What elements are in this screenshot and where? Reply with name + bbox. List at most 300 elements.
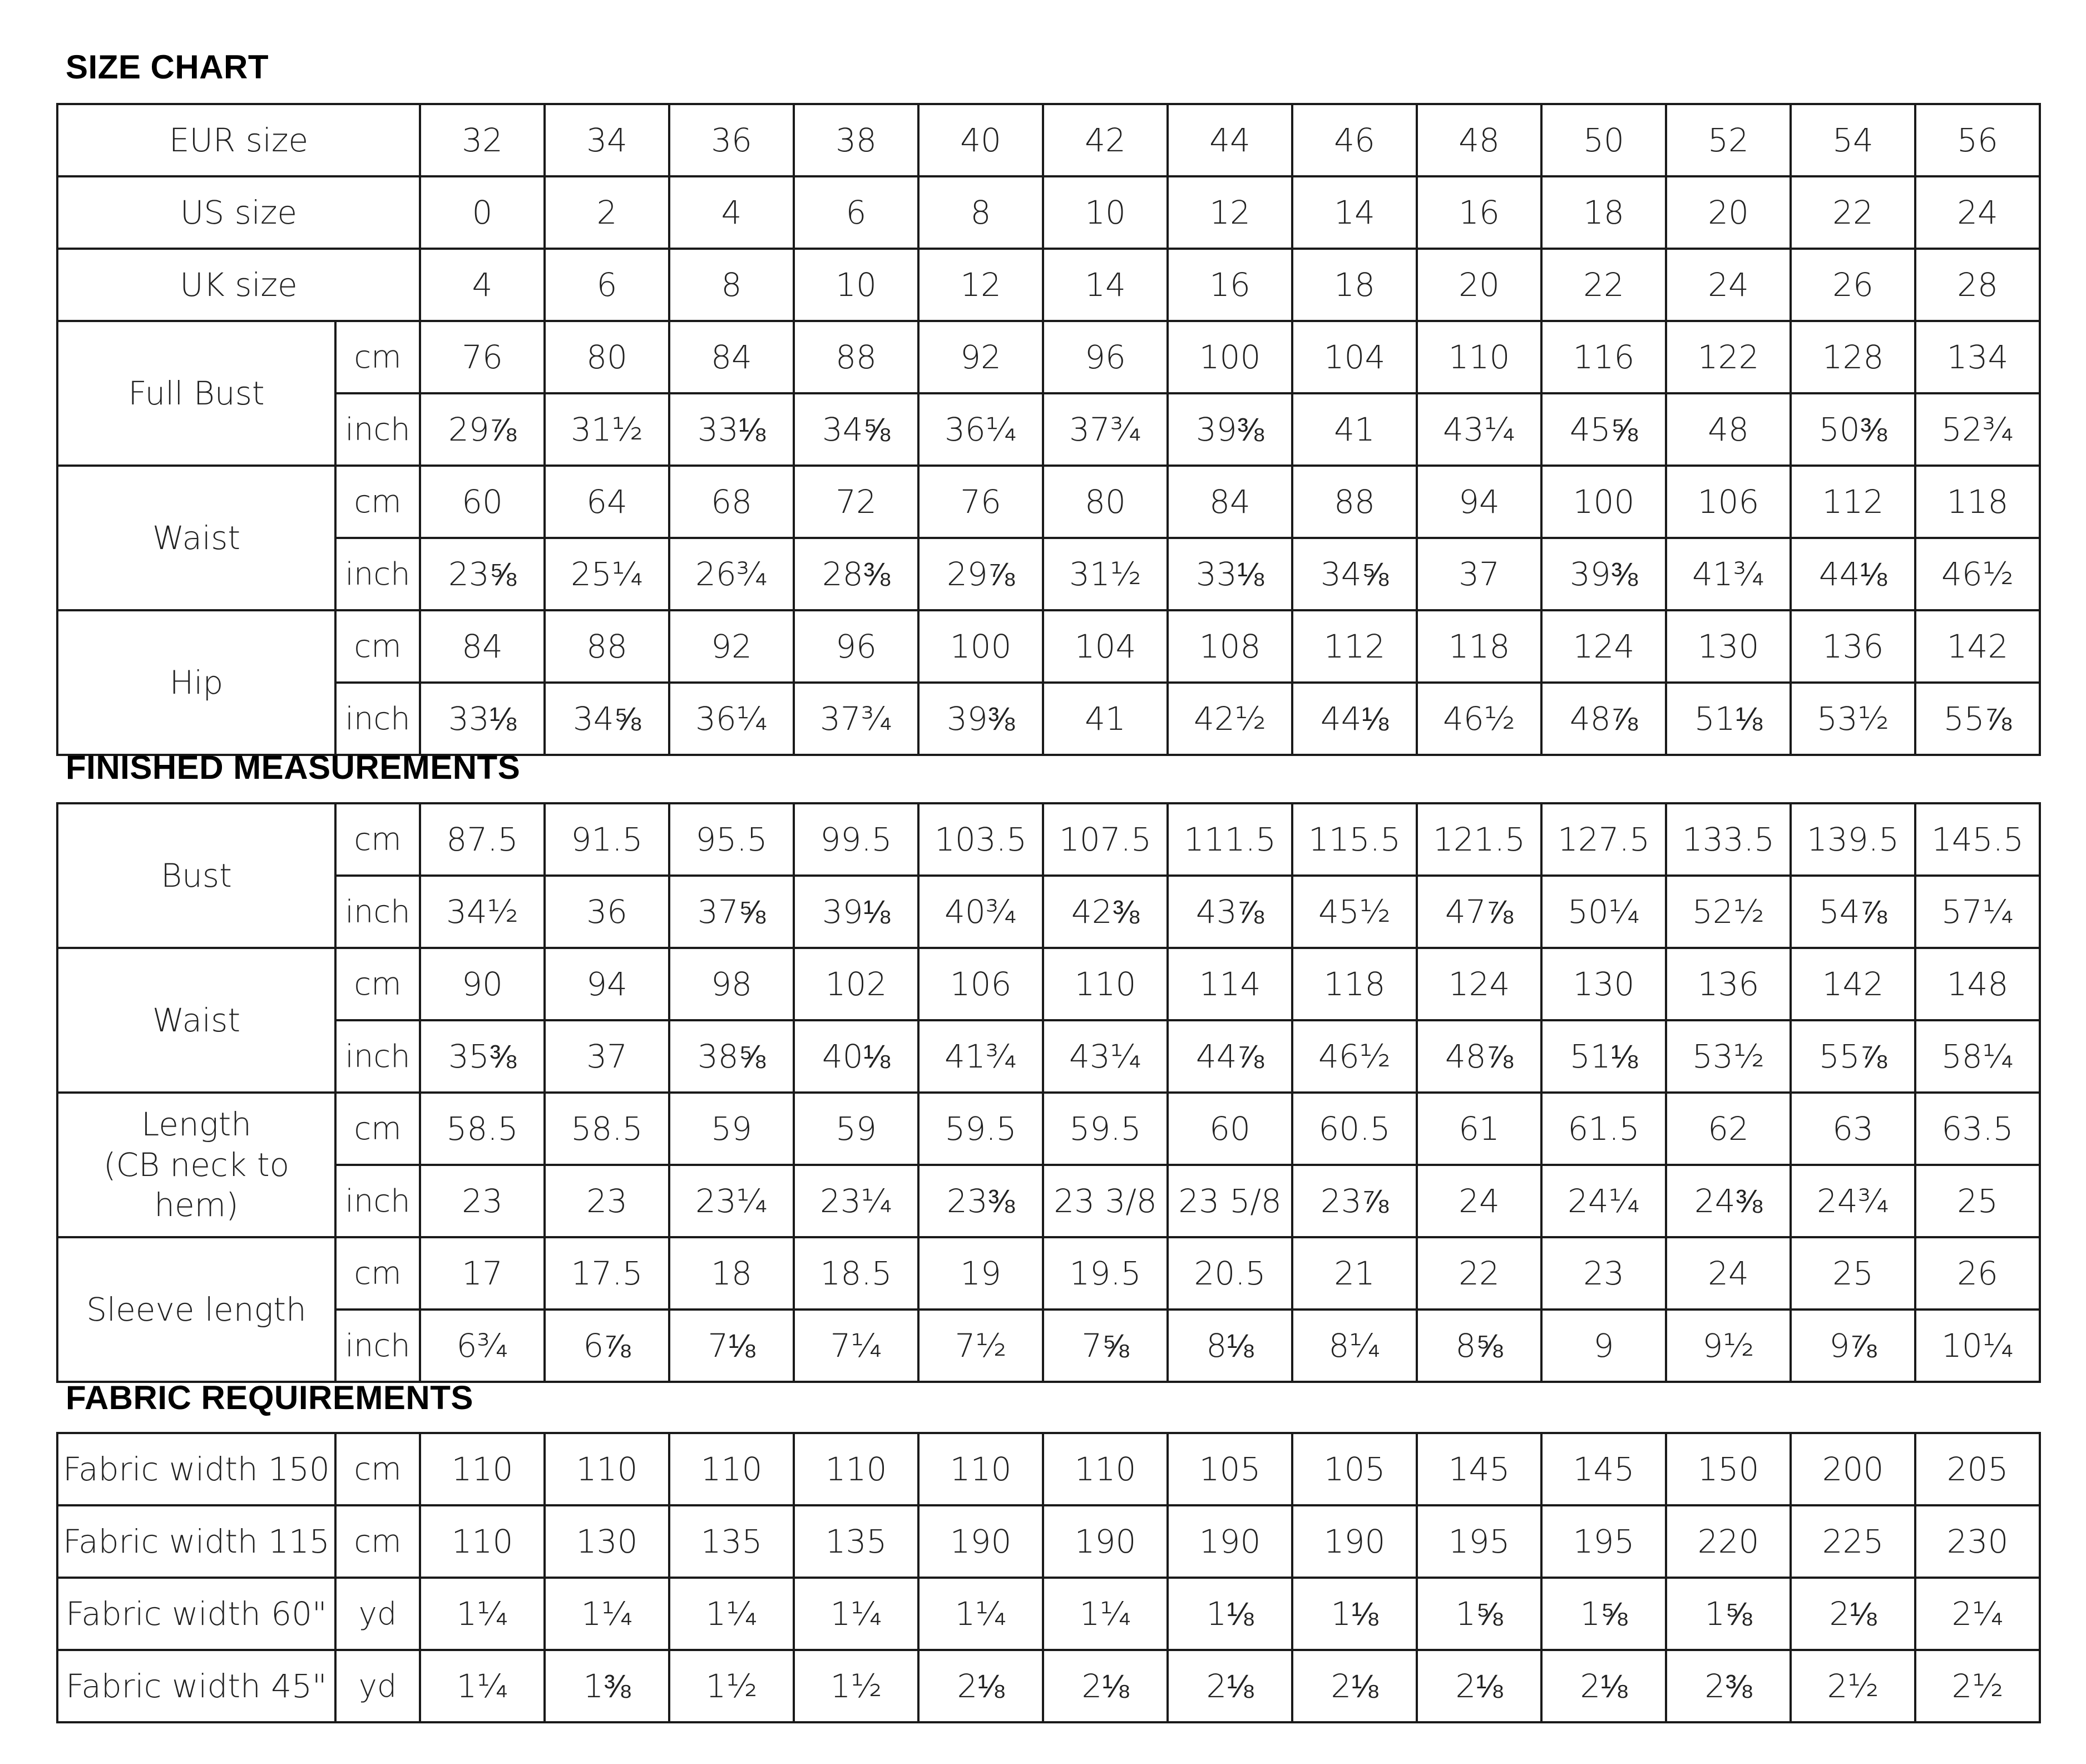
value-cell: 6⅞ — [545, 1310, 669, 1382]
value-cell: 1½ — [669, 1650, 794, 1722]
value-cell: 41¾ — [1666, 538, 1791, 610]
value-cell: 12 — [1168, 176, 1292, 249]
unit-label: cm — [335, 466, 420, 538]
value-cell: 205 — [1915, 1433, 2040, 1505]
fabric-requirements-title: FABRIC REQUIREMENTS — [66, 1379, 473, 1416]
value-cell: 225 — [1791, 1505, 1915, 1578]
value-cell: 1¼ — [794, 1578, 918, 1650]
measurement-label — [57, 321, 335, 466]
unit-label: yd — [335, 1650, 420, 1722]
value-cell: 106 — [918, 948, 1043, 1020]
value-cell: 60 — [420, 466, 545, 538]
value-cell: 112 — [1791, 466, 1915, 538]
value-cell: 122 — [1666, 321, 1791, 393]
value-cell: 26 — [1791, 249, 1915, 321]
value-cell: 107.5 — [1043, 803, 1168, 876]
value-cell: 23 — [420, 1165, 545, 1237]
table-row — [57, 1578, 2040, 1650]
value-cell: 19.5 — [1043, 1237, 1168, 1310]
value-cell: 99.5 — [794, 803, 918, 876]
value-cell: 9 — [1541, 1310, 1666, 1382]
value-cell: 95.5 — [669, 803, 794, 876]
value-cell: 28 — [1915, 249, 2040, 321]
value-cell: 2½ — [1915, 1650, 2040, 1722]
value-cell: 84 — [669, 321, 794, 393]
value-cell: 1⅛ — [1168, 1578, 1292, 1650]
value-cell: 33⅛ — [669, 393, 794, 466]
value-cell: 80 — [545, 321, 669, 393]
value-cell: 61 — [1417, 1093, 1541, 1165]
value-cell: 1⅝ — [1541, 1578, 1666, 1650]
value-cell: 9⅞ — [1791, 1310, 1915, 1382]
value-cell: 26 — [1915, 1237, 2040, 1310]
value-cell: 38 — [794, 104, 918, 176]
value-cell: 12 — [918, 249, 1043, 321]
table-row — [57, 948, 2040, 1020]
value-cell: 130 — [1666, 610, 1791, 683]
value-cell: 38⅝ — [669, 1020, 794, 1093]
value-cell: 90 — [420, 948, 545, 1020]
value-cell: 43⅞ — [1168, 876, 1292, 948]
value-cell: 48⅞ — [1541, 683, 1666, 755]
value-cell: 100 — [1168, 321, 1292, 393]
value-cell: 59.5 — [918, 1093, 1043, 1165]
value-cell: 54⅞ — [1791, 876, 1915, 948]
value-cell: 4 — [420, 249, 545, 321]
table-row — [57, 1165, 2040, 1237]
value-cell: 18 — [1541, 176, 1666, 249]
value-cell: 41 — [1292, 393, 1417, 466]
value-cell: 7½ — [918, 1310, 1043, 1382]
finished-measurements-title: FINISHED MEASUREMENTS — [66, 749, 521, 786]
value-cell: 195 — [1541, 1505, 1666, 1578]
value-cell: 116 — [1541, 321, 1666, 393]
value-cell: 6 — [794, 176, 918, 249]
measurement-name: Waist — [152, 1001, 241, 1039]
table-row — [57, 1310, 2040, 1382]
value-cell: 51⅛ — [1541, 1020, 1666, 1093]
value-cell: 110 — [918, 1433, 1043, 1505]
unit-label: inch — [335, 1310, 420, 1382]
value-cell: 130 — [1541, 948, 1666, 1020]
value-cell: 105 — [1292, 1433, 1417, 1505]
table-row — [57, 249, 2040, 321]
value-cell: 16 — [1168, 249, 1292, 321]
value-cell: 88 — [794, 321, 918, 393]
fabric-width-label: Fabric width 45" — [57, 1650, 335, 1722]
value-cell: 29⅞ — [918, 538, 1043, 610]
value-cell: 50 — [1541, 104, 1666, 176]
value-cell: 121.5 — [1417, 803, 1541, 876]
value-cell: 20 — [1666, 176, 1791, 249]
value-cell: 1¼ — [669, 1578, 794, 1650]
value-cell: 46½ — [1915, 538, 2040, 610]
value-cell: 25¼ — [545, 538, 669, 610]
value-cell: 28⅜ — [794, 538, 918, 610]
fabric-width-label: Fabric width 115 — [57, 1505, 335, 1578]
unit-label: inch — [335, 876, 420, 948]
value-cell: 110 — [420, 1505, 545, 1578]
value-cell: 76 — [420, 321, 545, 393]
table-row — [57, 176, 2040, 249]
value-cell: 104 — [1043, 610, 1168, 683]
value-cell: 10 — [1043, 176, 1168, 249]
unit-label: cm — [335, 803, 420, 876]
value-cell: 14 — [1043, 249, 1168, 321]
value-cell: 145 — [1541, 1433, 1666, 1505]
fabric-requirements-table — [56, 1432, 2041, 1723]
value-cell: 52¾ — [1915, 393, 2040, 466]
value-cell: 8¼ — [1292, 1310, 1417, 1382]
value-cell: 1¼ — [918, 1578, 1043, 1650]
value-cell: 105 — [1168, 1433, 1292, 1505]
value-cell: 26¾ — [669, 538, 794, 610]
value-cell: 72 — [794, 466, 918, 538]
value-cell: 46½ — [1292, 1020, 1417, 1093]
value-cell: 58.5 — [545, 1093, 669, 1165]
value-cell: 136 — [1666, 948, 1791, 1020]
value-cell: 110 — [1417, 321, 1541, 393]
table-row — [57, 1650, 2040, 1722]
value-cell: 34 — [545, 104, 669, 176]
value-cell: 23⅝ — [420, 538, 545, 610]
value-cell: 39⅜ — [1541, 538, 1666, 610]
table-row — [57, 1093, 2040, 1165]
value-cell: 54 — [1791, 104, 1915, 176]
value-cell: 111.5 — [1168, 803, 1292, 876]
value-cell: 110 — [545, 1433, 669, 1505]
value-cell: 39⅛ — [794, 876, 918, 948]
value-cell: 24 — [1666, 249, 1791, 321]
value-cell: 8⅝ — [1417, 1310, 1541, 1382]
value-cell: 190 — [918, 1505, 1043, 1578]
value-cell: 8 — [918, 176, 1043, 249]
unit-label: inch — [335, 1165, 420, 1237]
value-cell: 145.5 — [1915, 803, 2040, 876]
value-cell: 100 — [1541, 466, 1666, 538]
value-cell: 1½ — [794, 1650, 918, 1722]
value-cell: 34⅝ — [794, 393, 918, 466]
value-cell: 31½ — [1043, 538, 1168, 610]
value-cell: 51⅛ — [1666, 683, 1791, 755]
measurement-label — [57, 803, 335, 948]
value-cell: 1¼ — [1043, 1578, 1168, 1650]
value-cell: 0 — [420, 176, 545, 249]
value-cell: 190 — [1043, 1505, 1168, 1578]
measurement-label — [57, 610, 335, 755]
value-cell: 48⅞ — [1417, 1020, 1541, 1093]
size-system-label: US size — [57, 176, 420, 249]
size-system-label: UK size — [57, 249, 420, 321]
value-cell: 139.5 — [1791, 803, 1915, 876]
value-cell: 230 — [1915, 1505, 2040, 1578]
value-cell: 127.5 — [1541, 803, 1666, 876]
value-cell: 135 — [794, 1505, 918, 1578]
value-cell: 63 — [1791, 1093, 1915, 1165]
unit-label: cm — [335, 610, 420, 683]
value-cell: 34⅝ — [1292, 538, 1417, 610]
value-cell: 45⅝ — [1541, 393, 1666, 466]
value-cell: 108 — [1168, 610, 1292, 683]
value-cell: 43¼ — [1043, 1020, 1168, 1093]
value-cell: 142 — [1915, 610, 2040, 683]
value-cell: 37 — [545, 1020, 669, 1093]
value-cell: 44⅛ — [1791, 538, 1915, 610]
value-cell: 40¾ — [918, 876, 1043, 948]
value-cell: 22 — [1541, 249, 1666, 321]
value-cell: 150 — [1666, 1433, 1791, 1505]
table-row — [57, 321, 2040, 393]
value-cell: 92 — [918, 321, 1043, 393]
value-cell: 24 — [1915, 176, 2040, 249]
value-cell: 23 3/8 — [1043, 1165, 1168, 1237]
value-cell: 142 — [1791, 948, 1915, 1020]
value-cell: 100 — [918, 610, 1043, 683]
value-cell: 2⅛ — [918, 1650, 1043, 1722]
value-cell: 41 — [1043, 683, 1168, 755]
value-cell: 32 — [420, 104, 545, 176]
measurement-name: Length — [141, 1105, 252, 1144]
value-cell: 110 — [420, 1433, 545, 1505]
value-cell: 18 — [1292, 249, 1417, 321]
value-cell: 76 — [918, 466, 1043, 538]
value-cell: 92 — [669, 610, 794, 683]
table-row — [57, 803, 2040, 876]
value-cell: 10¼ — [1915, 1310, 2040, 1382]
value-cell: 17 — [420, 1237, 545, 1310]
value-cell: 53½ — [1666, 1020, 1791, 1093]
value-cell: 84 — [420, 610, 545, 683]
unit-label: inch — [335, 1020, 420, 1093]
value-cell: 40⅛ — [794, 1020, 918, 1093]
value-cell: 59 — [669, 1093, 794, 1165]
value-cell: 42½ — [1168, 683, 1292, 755]
value-cell: 36¼ — [669, 683, 794, 755]
value-cell: 42 — [1043, 104, 1168, 176]
table-row — [57, 538, 2040, 610]
value-cell: 133.5 — [1666, 803, 1791, 876]
value-cell: 47⅞ — [1417, 876, 1541, 948]
unit-label: cm — [335, 1237, 420, 1310]
value-cell: 24¾ — [1791, 1165, 1915, 1237]
value-cell: 41¾ — [918, 1020, 1043, 1093]
value-cell: 36¼ — [918, 393, 1043, 466]
value-cell: 59.5 — [1043, 1093, 1168, 1165]
value-cell: 44⅛ — [1292, 683, 1417, 755]
size-chart-title: SIZE CHART — [66, 48, 269, 86]
value-cell: 23 — [545, 1165, 669, 1237]
value-cell: 23¼ — [669, 1165, 794, 1237]
value-cell: 59 — [794, 1093, 918, 1165]
value-cell: 110 — [1043, 948, 1168, 1020]
value-cell: 35⅜ — [420, 1020, 545, 1093]
value-cell: 16 — [1417, 176, 1541, 249]
value-cell: 56 — [1915, 104, 2040, 176]
value-cell: 190 — [1292, 1505, 1417, 1578]
value-cell: 18 — [669, 1237, 794, 1310]
value-cell: 145 — [1417, 1433, 1541, 1505]
value-cell: 102 — [794, 948, 918, 1020]
value-cell: 8 — [669, 249, 794, 321]
value-cell: 50¼ — [1541, 876, 1666, 948]
value-cell: 1⅝ — [1666, 1578, 1791, 1650]
value-cell: 44⅞ — [1168, 1020, 1292, 1093]
value-cell: 55⅞ — [1915, 683, 2040, 755]
value-cell: 36 — [545, 876, 669, 948]
value-cell: 19 — [918, 1237, 1043, 1310]
table-row — [57, 104, 2040, 176]
value-cell: 36 — [669, 104, 794, 176]
value-cell: 1¼ — [420, 1578, 545, 1650]
value-cell: 43¼ — [1417, 393, 1541, 466]
value-cell: 110 — [794, 1433, 918, 1505]
value-cell: 118 — [1292, 948, 1417, 1020]
value-cell: 136 — [1791, 610, 1915, 683]
value-cell: 53½ — [1791, 683, 1915, 755]
unit-label: inch — [335, 683, 420, 755]
measurement-name: Bust — [161, 856, 232, 895]
value-cell: 24⅜ — [1666, 1165, 1791, 1237]
unit-label: inch — [335, 393, 420, 466]
value-cell: 60.5 — [1292, 1093, 1417, 1165]
unit-label: cm — [335, 948, 420, 1020]
value-cell: 2⅛ — [1417, 1650, 1541, 1722]
value-cell: 25 — [1791, 1237, 1915, 1310]
value-cell: 87.5 — [420, 803, 545, 876]
value-cell: 7¼ — [794, 1310, 918, 1382]
unit-label: cm — [335, 1093, 420, 1165]
value-cell: 128 — [1791, 321, 1915, 393]
value-cell: 52½ — [1666, 876, 1791, 948]
value-cell: 52 — [1666, 104, 1791, 176]
value-cell: 39⅜ — [918, 683, 1043, 755]
value-cell: 24 — [1666, 1237, 1791, 1310]
fabric-width-label: Fabric width 60" — [57, 1578, 335, 1650]
value-cell: 23 — [1541, 1237, 1666, 1310]
value-cell: 20 — [1417, 249, 1541, 321]
value-cell: 8⅛ — [1168, 1310, 1292, 1382]
value-cell: 220 — [1666, 1505, 1791, 1578]
value-cell: 4 — [669, 176, 794, 249]
value-cell: 46½ — [1417, 683, 1541, 755]
table-row — [57, 683, 2040, 755]
value-cell: 37¾ — [1043, 393, 1168, 466]
table-row — [57, 466, 2040, 538]
table-row — [57, 1505, 2040, 1578]
value-cell: 6 — [545, 249, 669, 321]
value-cell: 22 — [1417, 1237, 1541, 1310]
value-cell: 39⅜ — [1168, 393, 1292, 466]
value-cell: 118 — [1915, 466, 2040, 538]
value-cell: 23¼ — [794, 1165, 918, 1237]
value-cell: 48 — [1417, 104, 1541, 176]
measurement-label — [57, 466, 335, 610]
value-cell: 58.5 — [420, 1093, 545, 1165]
value-cell: 17.5 — [545, 1237, 669, 1310]
table-row — [57, 1433, 2040, 1505]
value-cell: 46 — [1292, 104, 1417, 176]
value-cell: 88 — [545, 610, 669, 683]
value-cell: 22 — [1791, 176, 1915, 249]
value-cell: 24¼ — [1541, 1165, 1666, 1237]
measurement-name: Hip — [169, 663, 224, 701]
value-cell: 29⅞ — [420, 393, 545, 466]
value-cell: 33⅛ — [420, 683, 545, 755]
value-cell: 1⅝ — [1417, 1578, 1541, 1650]
value-cell: 33⅛ — [1168, 538, 1292, 610]
value-cell: 14 — [1292, 176, 1417, 249]
measurement-sublabel: (CB neck to hem) — [103, 1145, 290, 1224]
unit-label: cm — [335, 1433, 420, 1505]
value-cell: 115.5 — [1292, 803, 1417, 876]
value-cell: 37 — [1417, 538, 1541, 610]
value-cell: 88 — [1292, 466, 1417, 538]
size-chart-table — [56, 103, 2041, 756]
value-cell: 60 — [1168, 1093, 1292, 1165]
value-cell: 34⅝ — [545, 683, 669, 755]
value-cell: 190 — [1168, 1505, 1292, 1578]
value-cell: 7⅝ — [1043, 1310, 1168, 1382]
unit-label: inch — [335, 538, 420, 610]
value-cell: 2 — [545, 176, 669, 249]
value-cell: 200 — [1791, 1433, 1915, 1505]
value-cell: 48 — [1666, 393, 1791, 466]
value-cell: 134 — [1915, 321, 2040, 393]
measurement-name: Full Bust — [128, 374, 265, 412]
measurement-label — [57, 1237, 335, 1382]
unit-label: yd — [335, 1578, 420, 1650]
value-cell: 18.5 — [794, 1237, 918, 1310]
unit-label: cm — [335, 321, 420, 393]
size-system-label: EUR size — [57, 104, 420, 176]
value-cell: 20.5 — [1168, 1237, 1292, 1310]
measurement-name: Sleeve length — [86, 1290, 307, 1328]
value-cell: 68 — [669, 466, 794, 538]
value-cell: 118 — [1417, 610, 1541, 683]
value-cell: 6¾ — [420, 1310, 545, 1382]
value-cell: 112 — [1292, 610, 1417, 683]
value-cell: 23⅜ — [918, 1165, 1043, 1237]
value-cell: 106 — [1666, 466, 1791, 538]
value-cell: 34½ — [420, 876, 545, 948]
table-row — [57, 1237, 2040, 1310]
value-cell: 55⅞ — [1791, 1020, 1915, 1093]
value-cell: 37⅝ — [669, 876, 794, 948]
value-cell: 58¼ — [1915, 1020, 2040, 1093]
table-row — [57, 393, 2040, 466]
value-cell: 9½ — [1666, 1310, 1791, 1382]
value-cell: 124 — [1417, 948, 1541, 1020]
value-cell: 110 — [1043, 1433, 1168, 1505]
table-row — [57, 1020, 2040, 1093]
value-cell: 1⅛ — [1292, 1578, 1417, 1650]
value-cell: 1¼ — [420, 1650, 545, 1722]
value-cell: 62 — [1666, 1093, 1791, 1165]
value-cell: 104 — [1292, 321, 1417, 393]
value-cell: 44 — [1168, 104, 1292, 176]
value-cell: 2⅛ — [1043, 1650, 1168, 1722]
value-cell: 25 — [1915, 1165, 2040, 1237]
value-cell: 40 — [918, 104, 1043, 176]
value-cell: 195 — [1417, 1505, 1541, 1578]
value-cell: 2⅛ — [1292, 1650, 1417, 1722]
value-cell: 130 — [545, 1505, 669, 1578]
measurement-label — [57, 1093, 335, 1237]
value-cell: 96 — [1043, 321, 1168, 393]
value-cell: 148 — [1915, 948, 2040, 1020]
value-cell: 1⅜ — [545, 1650, 669, 1722]
value-cell: 94 — [545, 948, 669, 1020]
